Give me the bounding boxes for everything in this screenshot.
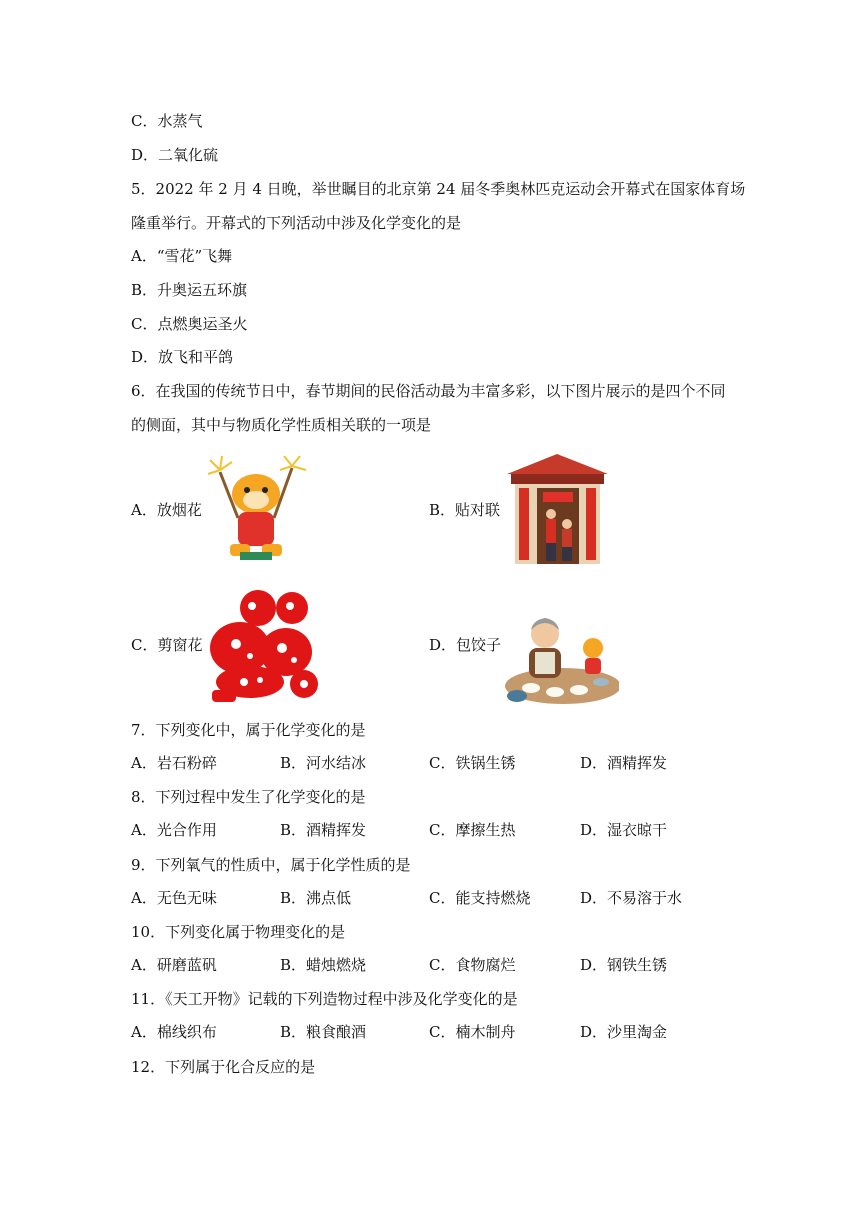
q10-option-c: C．食物腐烂 <box>429 956 516 974</box>
q9-option-a: A．无色无味 <box>131 889 217 907</box>
q8-option-d: D．湿衣晾干 <box>580 821 668 839</box>
q7-option-c: C．铁锅生锈 <box>429 754 516 772</box>
q11-option-b: B．粮食酿酒 <box>280 1023 367 1041</box>
q6-option-a-label: A．放烟花 <box>131 501 202 519</box>
q9-stem: 9．下列氧气的性质中，属于化学性质的是 <box>131 856 411 874</box>
q10-option-d: D．钢铁生锈 <box>580 956 668 974</box>
q7-option-b: B．河水结冰 <box>280 754 367 772</box>
q8-stem: 8．下列过程中发生了化学变化的是 <box>131 788 366 806</box>
couplet-door-icon <box>505 452 610 566</box>
q4-option-c: C．水蒸气 <box>131 112 203 130</box>
paper-cutting-icon <box>200 586 322 704</box>
q10-option-a: A．研磨蓝矾 <box>131 956 217 974</box>
q10-option-b: B．蜡烛燃烧 <box>280 956 367 974</box>
q5-stem-line1: 5．2022 年 2 月 4 日晚，举世瞩目的北京第 24 届冬季奥林匹克运动会开幕式在国家体育场 <box>131 180 746 198</box>
q5-option-c: C．点燃奥运圣火 <box>131 315 248 333</box>
q6-option-c-label: C．剪窗花 <box>131 636 203 654</box>
q11-stem: 11．《天工开物》记载的下列造物过程中涉及化学变化的是 <box>131 990 518 1008</box>
q6-option-d-label: D．包饺子 <box>429 636 502 654</box>
q5-option-b: B．升奥运五环旗 <box>131 281 248 299</box>
q8-option-b: B．酒精挥发 <box>280 821 367 839</box>
q8-option-c: C．摩擦生热 <box>429 821 516 839</box>
q9-option-c: C．能支持燃烧 <box>429 889 531 907</box>
q6-option-b-label: B．贴对联 <box>429 501 501 519</box>
tiger-fireworks-icon <box>200 452 312 567</box>
q9-option-b: B．沸点低 <box>280 889 352 907</box>
q9-option-d: D．不易溶于水 <box>580 889 683 907</box>
q5-option-d: D．放飞和平鸽 <box>131 348 234 366</box>
q4-option-d: D．二氧化硫 <box>131 146 219 164</box>
q12-stem: 12．下列属于化合反应的是 <box>131 1058 316 1076</box>
q11-option-c: C．楠木制舟 <box>429 1023 516 1041</box>
q7-option-d: D．酒精挥发 <box>580 754 668 772</box>
q11-option-d: D．沙里淘金 <box>580 1023 668 1041</box>
q6-stem-line1: 6．在我国的传统节日中，春节期间的民俗活动最为丰富多彩，以下图片展示的是四个不同 <box>131 382 726 400</box>
dumplings-icon <box>501 612 619 704</box>
q5-option-a: A．“雪花”飞舞 <box>131 247 233 265</box>
q10-stem: 10．下列变化属于物理变化的是 <box>131 923 346 941</box>
q7-stem: 7．下列变化中，属于化学变化的是 <box>131 721 366 739</box>
q7-option-a: A．岩石粉碎 <box>131 754 217 772</box>
q8-option-a: A．光合作用 <box>131 821 217 839</box>
q11-option-a: A．棉线织布 <box>131 1023 217 1041</box>
q5-stem-line2: 隆重举行。开幕式的下列活动中涉及化学变化的是 <box>131 214 462 232</box>
q6-stem-line2: 的侧面，其中与物质化学性质相关联的一项是 <box>131 416 432 434</box>
